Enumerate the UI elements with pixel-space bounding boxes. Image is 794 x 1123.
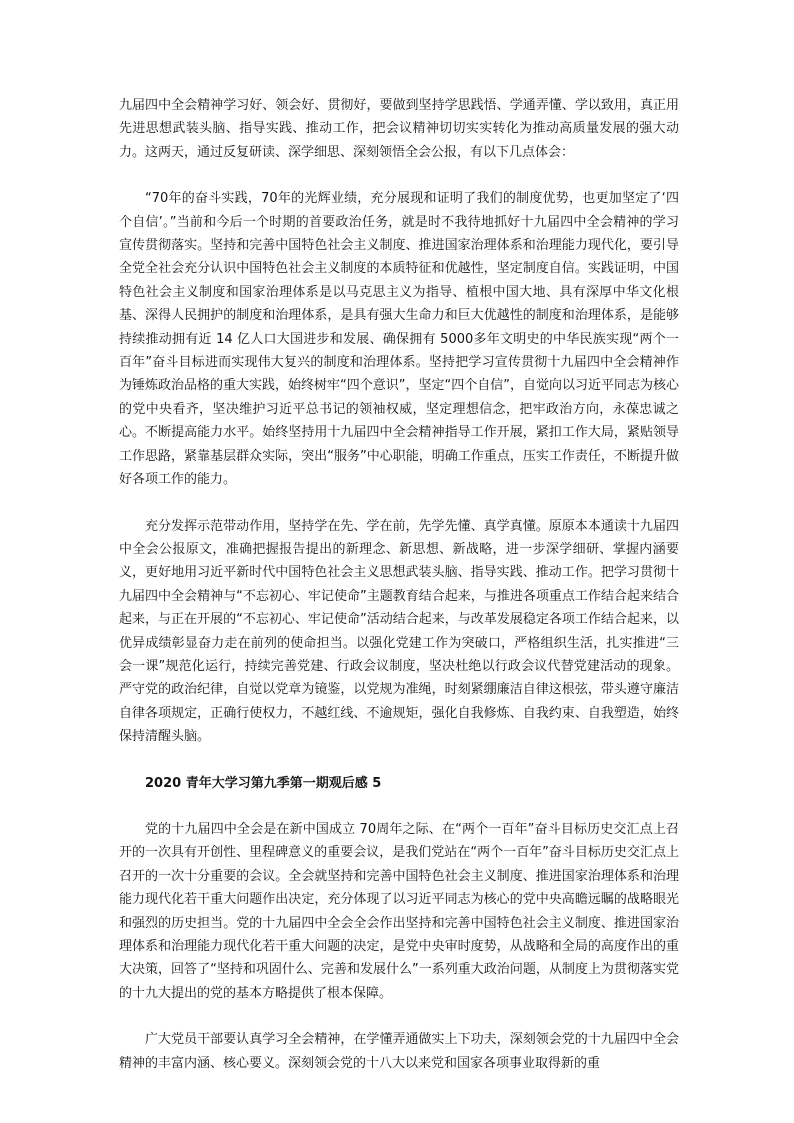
document-page [119, 94, 679, 1075]
paragraph-intro: 九届四中全会精神学习好、领会好、贯彻好，要做到坚持学思践悟、学通弄懂、学以致用，真正用先进思想武装头脑、指导实践、推动工作，把会议精神切切实实转化为推动高质量发展的强大动力。这两天，通过反复研读、深学细思、深刻领悟全会公报，有以下几点体会： [119, 98, 679, 160]
paragraph-plenary-session: 党的十九届四中全会是在新中国成立 70周年之际、在“两个一百年”奋斗目标历史交汇点上召开的一次具有开创性、里程碑意义的重要会议，是我们党站在“两个一百年”奋斗目标历史交汇点上召开的一次十分重要的会议。全会就坚持和完善中国特色社会主义制度、推进国家治理体系和治理能力现代化若干重大问题作出决定，充分体现了以习近平同志为核心的党中央高瞻远瞩的战略眼光和强烈的历史担当。党的十九届四中全会全会作出坚持和完善中国特色社会主义制度、推进国家治理体系和治理能力现代化若干重大问题的决定，是党中央审时度势，从战略和全局的高度作出的重大决策，回答了“坚持和巩固什么、完善和发展什么”一系列重大政治问题，从制度上为贯彻落实党的十九大提出的党的基本方略提供了根本保障。 [119, 821, 679, 1001]
paragraph-gap [119, 1005, 679, 1028]
paragraph-gap [119, 795, 679, 818]
paragraph-gap [119, 164, 679, 187]
paragraph-gap [119, 492, 679, 515]
paragraph-exemplary-role: 充分发挥示范带动作用，坚持学在先、学在前，先学先懂、真学真懂。原原本本通读十九届四中全会公报原文，准确把握报告提出的新理念、新思想、新战略，进一步深学细研、掌握内涵要义，更好地用习近平新时代中国特色社会主义思想武装头脑、指导实践、推动工作。把学习贯彻十九届四中全会精神与“不忘初心、牢记使命”主题教育结合起来，与推进各项重点工作结合起来结合起来，与正在开展的“不忘初心、牢记使命”活动结合起来，与改革发展稳定各项工作结合起来，以优异成绩彰显奋力走在前列的使命担当。以强化党建工作为突破口，严格组织生活，扎实推进“三会一课”规范化运行，持续完善党建、行政会议制度，坚决杜绝以行政会议代替党建活动的现象。严守党的政治纪律，自觉以党章为镜鉴，以党规为准绳，时刻紧绷廉洁自律这根弦，带头遵守廉洁自律各项规定，正确行使权力，不越红线、不逾规矩，强化自我修炼、自我约束、自我塑造，始终保持清醒头脑。 [119, 518, 679, 745]
section-heading: 2020 青年大学习第九季第一期观后感 5 [145, 775, 382, 791]
paragraph-institutional-confidence: “70年的奋斗实践，70年的光辉业绩，充分展现和证明了我们的制度优势，也更加坚定了‘四个自信’。”当前和今后一个时期的首要政治任务，就是时不我待地抓好十九届四中全会精神的学习宣传贯彻落实。坚持和完善中国特色社会主义制度、推进国家治理体系和治理能力现代化，要引导全党全社会充分认识中国特色社会主义制度的本质特征和优越性，坚定制度自信。实践证明，中国特色社会主义制度和国家治理体系是以马克思主义为指导、植根中国大地、具有深厚中华文化根基、深得人民拥护的制度和治理体系，是具有强大生命力和巨大优越性的制度和治理体系，是能够持续推动拥有近 14 亿人口大国进步和发展、确保拥有 5000多年文明史的中华民族实现“两个一百年”奋斗目标进而实现伟大复兴的制度和治理体系。坚持把学习宣传贯彻十九届四中全会精神作为锤炼政治品格的重大实践，始终树牢“四个意识”，坚定“四个自信”，自觉向以习近平同志为核心的党中央看齐，坚决维护习近平总书记的领袖权威，坚定理想信念，把牢政治方向，永葆忠诚之心。不断提高能力水平。始终坚持用十九届四中全会精神指导工作开展，紧扣工作大局，紧贴领导工作思路，紧靠基层群众实际，突出“服务”中心职能，明确工作重点，压实工作责任，不断提升做好各项工作的能力。 [119, 191, 679, 488]
paragraph-gap [119, 749, 679, 772]
paragraph-party-cadres: 广大党员干部要认真学习全会精神，在学懂弄通做实上下功夫，深刻领会党的十九届四中全会精神的丰富内涵、核心要义。深刻领会党的十八大以来党和国家各项事业取得新的重 [119, 1032, 679, 1071]
